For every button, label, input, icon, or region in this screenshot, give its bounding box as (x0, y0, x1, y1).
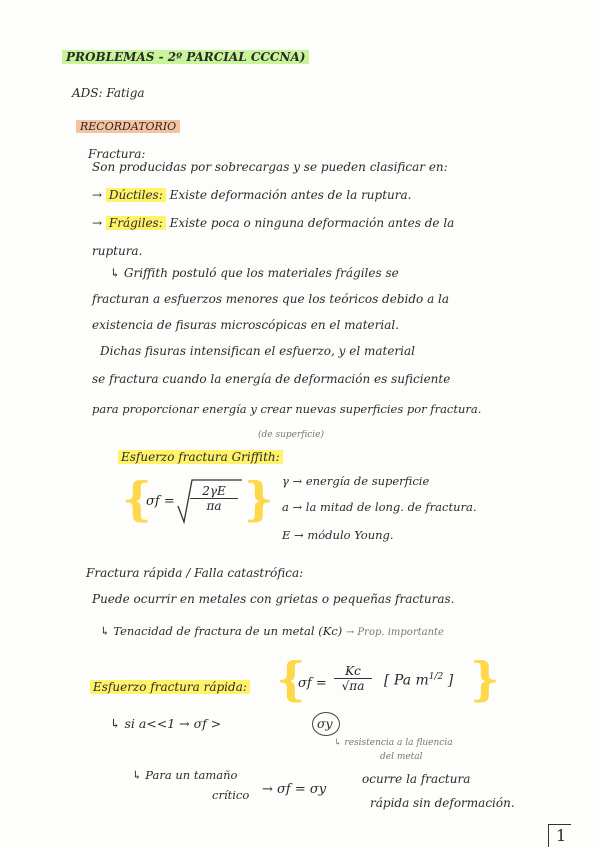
tenacidad-note: → Prop. importante (345, 627, 444, 638)
griffith-denominator: πa (206, 499, 222, 513)
fragiles-cont: ruptura. (92, 244, 143, 258)
subtitle: ADS: Fatiga (72, 86, 145, 100)
fragiles-text: Existe poca o ninguna deformación antes de la (169, 216, 455, 230)
superficie-note: (de superficie) (258, 430, 325, 440)
griffith-lhs: σf = (146, 494, 175, 509)
dichas-line2: se fractura cuando la energía de deformación es suficiente (92, 372, 451, 386)
units-exponent: 1/2 (428, 672, 444, 682)
ductiles-label: Dúctiles: (106, 188, 166, 202)
griffith-fraction (190, 484, 238, 513)
dichas-line3: para proporcionar energía y crear nuevas superficies por fractura. (92, 402, 482, 416)
sigma-y: σy (317, 716, 333, 731)
rapida-numerator: Kc (334, 664, 372, 679)
fractura-line1: Son producidas por sobrecargas y se pueden clasificar en: (92, 160, 448, 174)
ocurre-line1: ocurre la fractura (362, 772, 471, 786)
left-brace-icon: { (122, 472, 152, 526)
griffith-line1: ↳ Griffith postuló que los materiales frágiles se (110, 266, 399, 280)
griffith-stress-label: Esfuerzo fractura Griffith: (118, 450, 283, 464)
fragiles-label: Frágiles: (106, 216, 166, 230)
griffith-numerator: 2γE (190, 484, 238, 499)
fractura-heading: Fractura: (88, 147, 146, 161)
ductiles-row (92, 188, 411, 202)
arrow-icon: → (92, 216, 106, 230)
fragiles-row (92, 216, 454, 230)
rapida-heading: Fractura rápida / Falla catastrófica: (86, 566, 304, 580)
griffith-var1: γ → energía de superficie (282, 474, 430, 488)
rapida-denominator: √πa (341, 679, 365, 693)
resist-note2: del metal (380, 752, 423, 762)
si-line: ↳ si a<<1 → σf > (110, 716, 222, 731)
critico-line1: ↳ Para un tamaño (132, 768, 238, 782)
resist-note1: ↳ resistencia a la fluencia (334, 738, 453, 748)
rapida-lhs: σf = (298, 676, 327, 691)
griffith-var2: a → la mitad de long. de fractura. (282, 500, 477, 514)
page-number: 1 (556, 826, 567, 845)
rapida-fraction (334, 664, 372, 693)
rapida-stress-label: Esfuerzo fractura rápida: (90, 680, 250, 694)
tenacidad-text: ↳ Tenacidad de fractura de un metal (Kc) (100, 624, 343, 638)
units-close: ] (447, 672, 454, 689)
critico-line2: crítico (212, 788, 250, 802)
arrow-icon: → (92, 188, 106, 202)
rapida-units (384, 672, 453, 689)
left-brace-icon: { (276, 652, 306, 706)
ductiles-text: Existe deformación antes de la ruptura. (169, 188, 412, 202)
griffith-var3: E → módulo Young. (282, 528, 394, 542)
critico-equation: → σf = σy (262, 782, 327, 797)
section-heading: RECORDATORIO (76, 120, 180, 133)
griffith-line2: fracturan a esfuerzos menores que los teóricos debido a la (92, 292, 450, 306)
page-title: PROBLEMAS - 2º PARCIAL CCCNA) (62, 50, 309, 64)
griffith-line3: existencia de fisuras microscópicas en el material. (92, 318, 400, 332)
right-brace-icon: } (244, 472, 274, 526)
rapida-line1: Puede ocurrir en metales con grietas o pequeñas fracturas. (92, 592, 455, 606)
tenacidad-line (100, 624, 444, 638)
units-base: [ Pa m (384, 672, 429, 689)
ocurre-line2: rápida sin deformación. (370, 796, 515, 810)
right-brace-icon: } (470, 652, 500, 706)
dichas-line1: Dichas fisuras intensifican el esfuerzo, y el material (100, 344, 415, 358)
